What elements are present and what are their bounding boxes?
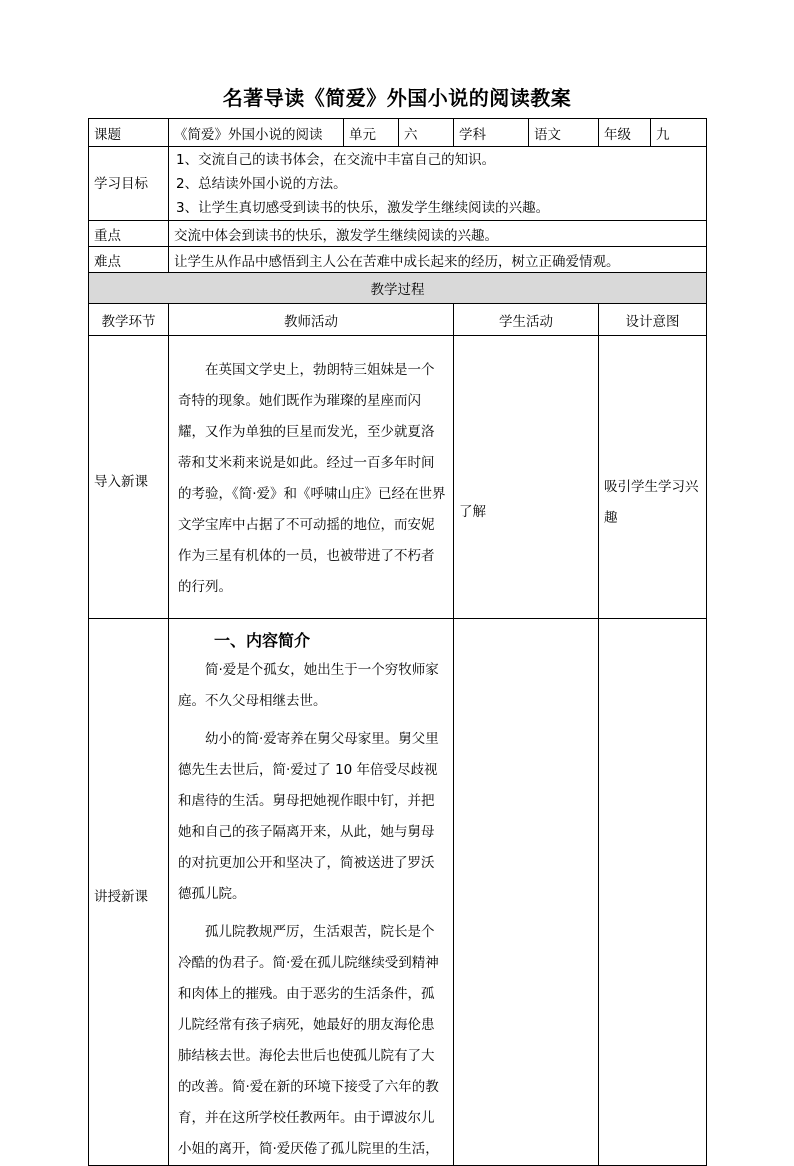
key-point-value: 交流中体会到读书的快乐，激发学生继续阅读的兴趣。 xyxy=(169,221,707,247)
goals-content xyxy=(169,147,707,221)
intro-teacher-cell xyxy=(169,336,454,619)
key-point-row xyxy=(89,221,707,247)
difficulty-value: 让学生从作品中感悟到主人公在苦难中成长起来的经历，树立正确爱情观。 xyxy=(169,247,707,273)
intro-stage: 导入新课 xyxy=(89,336,169,619)
lecture-design xyxy=(599,619,707,1166)
lesson-plan-table xyxy=(88,118,707,1166)
column-header-teacher: 教师活动 xyxy=(169,304,454,336)
unit-label: 单元 xyxy=(344,119,399,147)
goal-item: 2、总结读外国小说的方法。 xyxy=(176,175,347,192)
goal-item: 3、让学生真切感受到读书的快乐，激发学生继续阅读的兴趣。 xyxy=(176,199,550,216)
lecture-paragraph: 简·爱是个孤女，她出生于一个穷牧师家庭。不久父母相继去世。 xyxy=(178,662,439,709)
lecture-student xyxy=(454,619,599,1166)
process-header: 教学过程 xyxy=(89,273,707,304)
topic-label: 课题 xyxy=(89,119,169,147)
intro-teacher-text: 在英国文学史上，勃朗特三姐妹是一个奇特的现象。她们既作为璀璨的星座而闪耀，又作为单独的巨星而发光，至少就夏洛蒂和艾米莉来说是如此。经过一百多年时间的考验，《简·爱》和《呼啸山庄》已经在世界文学宝库中占据了不可动摇的地位，而安妮作为三星有机体的一员，也被带进了不朽者的行列。 xyxy=(178,361,446,595)
difficulty-row xyxy=(89,247,707,273)
key-point-label: 重点 xyxy=(89,221,169,247)
intro-student: 了解 xyxy=(454,336,599,619)
difficulty-label: 难点 xyxy=(89,247,169,273)
goal-item: 1、交流自己的读书体会，在交流中丰富自己的知识。 xyxy=(176,151,496,168)
document-title: 名著导读《简爱》外国小说的阅读教案 xyxy=(222,86,572,110)
subject-label: 学科 xyxy=(454,119,529,147)
column-header-row xyxy=(89,304,707,336)
lecture-row xyxy=(89,619,707,1166)
goals-label: 学习目标 xyxy=(89,147,169,221)
column-header-stage: 教学环节 xyxy=(89,304,169,336)
lecture-paragraph: 幼小的简·爱寄养在舅父母家里。舅父里德先生去世后，简·爱过了 10 年倍受尽歧视和虐待的生活。舅母把她视作眼中钉，并把她和自己的孩子隔离开来，从此，她与舅母的对抗更加公开和坚决了，简被送进了罗沃德孤儿院。 xyxy=(178,731,439,902)
grade-value: 九 xyxy=(651,119,707,147)
lecture-stage: 讲授新课 xyxy=(89,619,169,1166)
column-header-design: 设计意图 xyxy=(599,304,707,336)
intro-row xyxy=(89,336,707,619)
goals-row xyxy=(89,147,707,221)
section-heading: 一、内容简介 xyxy=(214,631,311,650)
topic-value: 《简爱》外国小说的阅读 xyxy=(169,119,344,147)
lecture-teacher-cell xyxy=(169,619,454,1166)
unit-value: 六 xyxy=(399,119,454,147)
column-header-student: 学生活动 xyxy=(454,304,599,336)
process-header-row xyxy=(89,273,707,304)
header-row xyxy=(89,119,707,147)
lecture-paragraph: 孤儿院教规严厉，生活艰苦，院长是个冷酷的伪君子。简·爱在孤儿院继续受到精神和肉体上的摧残。由于恶劣的生活条件，孤儿院经常有孩子病死，她最好的朋友海伦患肺结核去世。海伦去世后也使孤儿院有了大的改善。简·爱在新的环境下接受了六年的教育，并在这所学校任教两年。由于谭波尔儿小姐的离开，简·爱厌倦了孤儿院里的生活， xyxy=(178,924,439,1157)
subject-value: 语文 xyxy=(529,119,599,147)
intro-design: 吸引学生学习兴趣 xyxy=(599,336,707,619)
grade-label: 年级 xyxy=(599,119,651,147)
